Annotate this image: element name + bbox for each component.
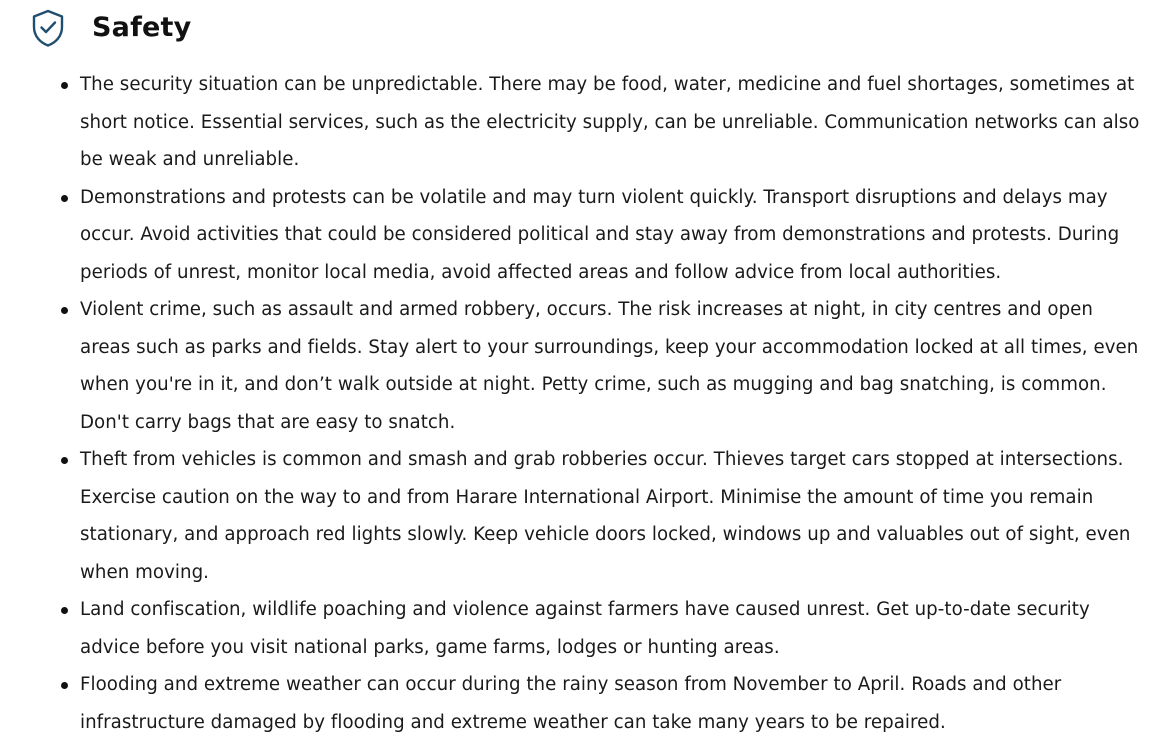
section-title: Safety <box>92 12 192 43</box>
list-item: Demonstrations and protests can be volatile and may turn violent quickly. Transport disruptions and delays may occur. Avoid activities that could be considered political and stay away from demonstrations and protests. During periods of unrest, monitor local media, avoid affected areas and follow advice from local authorities. <box>0 179 1140 292</box>
list-item: Violent crime, such as assault and armed robbery, occurs. The risk increases at night, in city centres and open areas such as parks and fields. Stay alert to your surroundings, keep your accommodation locked at all times, even when you're in it, and don’t walk outside at night. Petty crime, such as mugging and bag snatching, is common. Don't carry bags that are easy to snatch. <box>0 291 1140 441</box>
list-item: The security situation can be unpredictable. There may be food, water, medicine and fuel shortages, sometimes at short notice. Essential services, such as the electricity supply, can be unreliable. Communication networks can also be weak and unreliable. <box>0 66 1140 179</box>
list-item: Land confiscation, wildlife poaching and violence against farmers have caused unrest. Get up-to-date security advice before you visit national parks, game farms, lodges or hunting areas. <box>0 591 1140 666</box>
list-item: Flooding and extreme weather can occur during the rainy season from November to April. Roads and other infrastructure damaged by flooding and extreme weather can take many years to be repaired. <box>0 666 1140 741</box>
shield-check-icon <box>31 8 65 48</box>
section-header <box>31 8 191 48</box>
safety-bullet-list <box>0 66 1140 741</box>
list-item: Theft from vehicles is common and smash and grab robberies occur. Thieves target cars stopped at intersections. Exercise caution on the way to and from Harare International Airport. Minimise the amount of time you remain stationary, and approach red lights slowly. Keep vehicle doors locked, windows up and valuables out of sight, even when moving. <box>0 441 1140 591</box>
